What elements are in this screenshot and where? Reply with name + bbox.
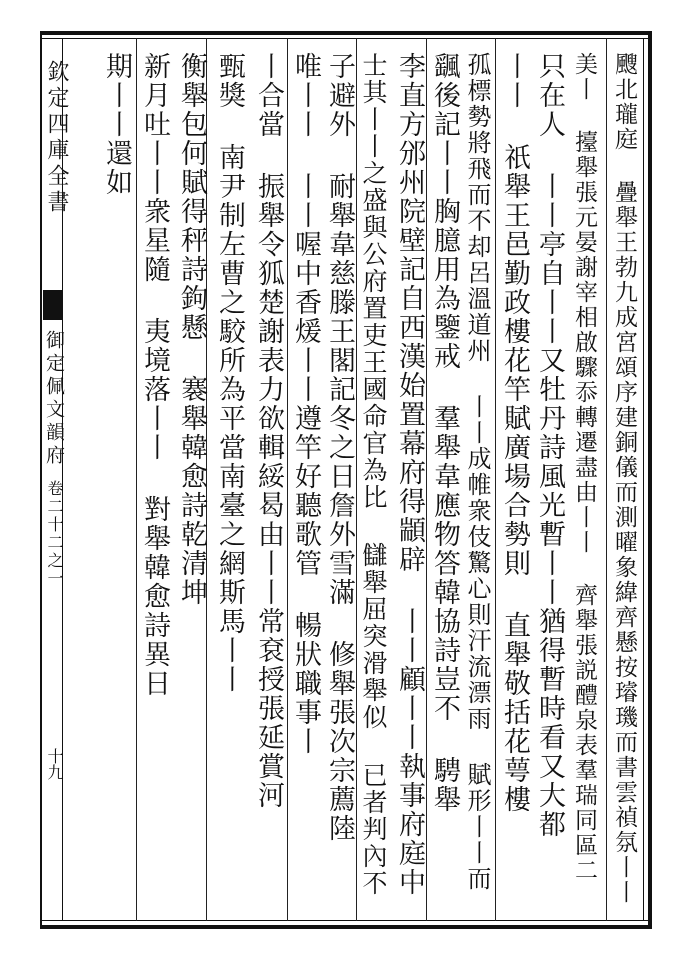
- gutter-juan: 卷二十二之一: [45, 480, 64, 588]
- text-column-10: 唯丨丨 丨丨喔中香煖丨丨遵竿好聽歌管 暢狀職事丨: [290, 52, 321, 756]
- text-column-8: 士其丨丨之盛與公府置吏王國命官為比 讎舉屈突滑舉似 已者判內不: [359, 52, 388, 897]
- folio-number: 十九: [45, 748, 64, 780]
- gutter-book-title: 御定佩文韻府: [43, 330, 65, 468]
- frame-top-inner-line: [40, 38, 652, 39]
- frame-right-border: [648, 31, 652, 929]
- text-column-9: 子避外 耐舉韋慈滕王閣記冬之日詹外雪滿 修舉張次宗薦陸: [324, 52, 355, 843]
- text-column-3: 只在人 丨丨亭自丨丨又牡丹詩風光暫丨丨猶得暫時看又大都: [534, 52, 565, 839]
- frame-bottom-border: [40, 925, 652, 929]
- text-column-4: 丨丨 祇舉王邑勤政樓花竿賦廣場合勢則 直舉敬括花萼樓: [499, 52, 530, 814]
- text-column-13: 衡舉包何賦得秤詩鉤懸 褰舉韓愈詩乾清坤: [176, 52, 207, 607]
- fish-tail-mark: [43, 290, 62, 320]
- frame-bottom-inner-line: [40, 920, 652, 921]
- column-rule: [426, 38, 427, 921]
- column-rule: [136, 38, 137, 921]
- frame-top-border: [40, 31, 652, 35]
- column-rule: [606, 38, 607, 921]
- column-rule: [287, 38, 288, 921]
- text-column-7: 李直方邠州院壁記自西漢始置幕府得顓辟 丨丨顧丨丨執事府庭中: [394, 52, 425, 897]
- column-rule: [495, 38, 496, 921]
- text-column-15: 期丨丨還如: [101, 52, 132, 197]
- frame-right-inner-line: [643, 38, 644, 921]
- column-rule: [356, 38, 357, 921]
- text-column-6: 颻後記丨丨胸臆用為鑒戒 羣舉韋應物答韓協詩豈不 騁舉: [429, 52, 460, 814]
- text-column-2: 美丨 擡舉張元晏謝宰相啟驟忝轉遷盡由丨丨 齊舉張説醴泉表羣瑞同區二: [571, 52, 597, 883]
- text-column-14: 新月吐丨丨衆星隨 夷境落丨丨 對舉韓愈詩異日: [139, 52, 170, 698]
- text-column-12: 甄獎 南尹制左曹之駮所為平當南臺之網斯馬丨丨: [214, 52, 245, 694]
- text-column-1: 颼北瓏庭 疊舉王勃九成宮頌序建銅儀而測曜象緯齊懸按璿璣而書雲禎氛丨丨: [611, 52, 637, 905]
- gutter-series-title: 欽定四庫全書: [44, 60, 69, 216]
- text-column-5: 孤標勢將飛而不却呂溫道州 丨丨成帷衆伎驚心則汗流漂雨 賦形丨丨而: [463, 52, 491, 892]
- text-column-11: 丨合當 振舉令狐楚謝表力欲輯綏曷由丨丨常袞授張延賞河: [253, 52, 284, 810]
